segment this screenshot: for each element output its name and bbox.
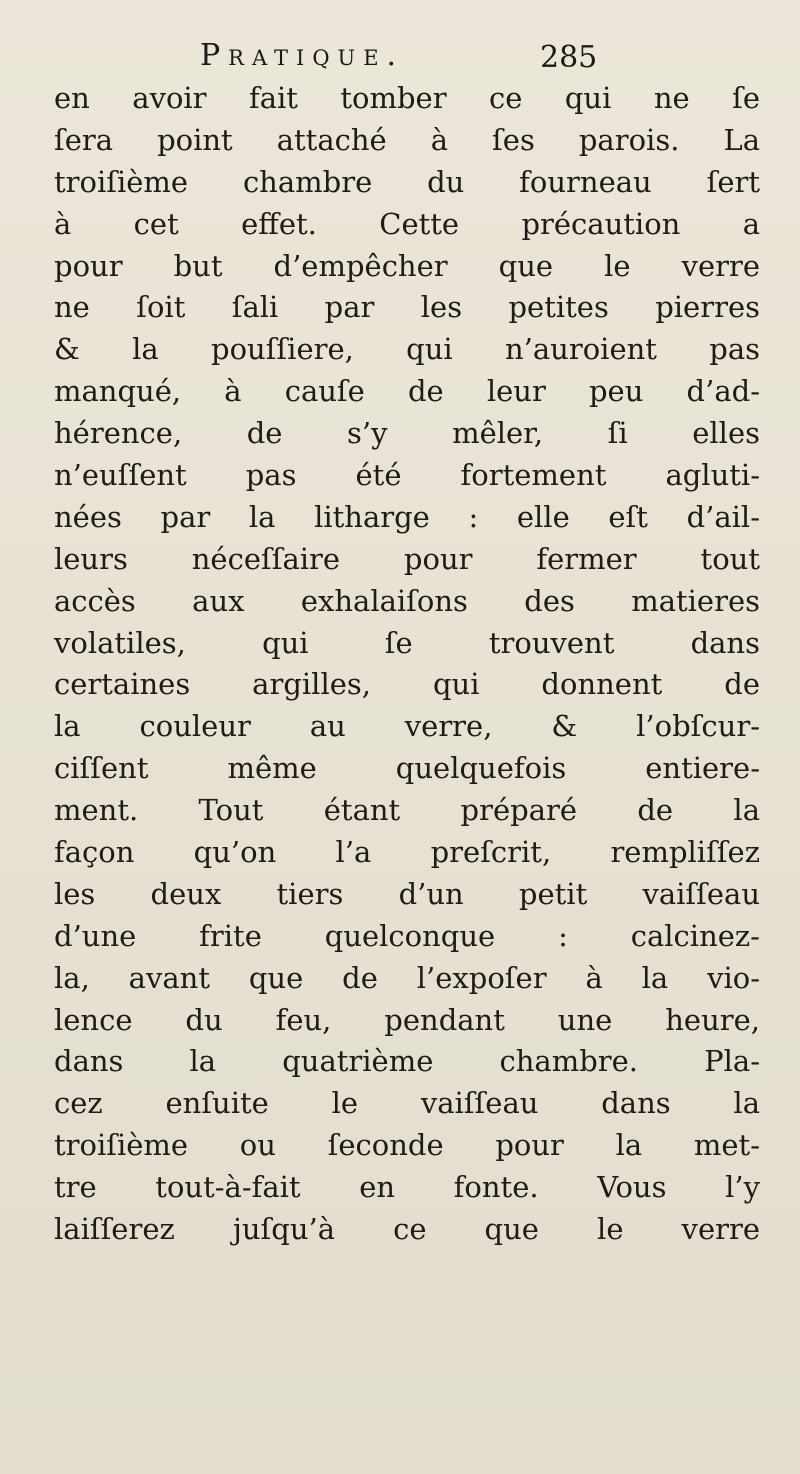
text-line: n’euſſent pas été fortement agluti- bbox=[54, 458, 760, 493]
text-line: lence du feu, pendant une heure, bbox=[54, 1002, 760, 1037]
page-number: 285 bbox=[540, 40, 598, 75]
body-text bbox=[54, 78, 760, 1251]
text-line: d’une frite quelconque : calcinez- bbox=[54, 918, 760, 953]
text-line: façon qu’on l’a preſcrit, rempliſſez bbox=[54, 835, 760, 870]
text-line: accès aux exhalaiſons des matieres bbox=[54, 583, 760, 618]
text-line: nées par la litharge : elle eſt d’ail- bbox=[54, 499, 760, 534]
text-line: la couleur au verre, & l’obſcur- bbox=[54, 709, 760, 744]
text-line: cez enſuite le vaiſſeau dans la bbox=[54, 1086, 760, 1121]
text-line: certaines argilles, qui donnent de bbox=[54, 667, 760, 702]
text-line: volatiles, qui ſe trouvent dans bbox=[54, 625, 760, 660]
running-title: Pratique. bbox=[200, 38, 405, 73]
text-line: troiſième chambre du fourneau ſert bbox=[54, 164, 760, 199]
text-line: ſera point attaché à ſes parois. La bbox=[54, 122, 760, 157]
text-line: troiſième ou ſeconde pour la met- bbox=[54, 1128, 760, 1163]
text-line: hérence, de s’y mêler, ſi elles bbox=[54, 416, 760, 451]
text-line: ment. Tout étant préparé de la bbox=[54, 793, 760, 828]
text-line: & la pouſſiere, qui n’auroient pas bbox=[54, 332, 760, 367]
text-line: en avoir fait tomber ce qui ne ſe bbox=[54, 81, 760, 115]
text-line: leurs néceſſaire pour fermer tout bbox=[54, 541, 760, 576]
text-line: pour but d’empêcher que le verre bbox=[54, 248, 760, 283]
text-line: ne ſoit ſali par les petites pierres bbox=[54, 290, 760, 325]
text-line: dans la quatrième chambre. Pla- bbox=[54, 1044, 760, 1079]
text-line: à cet effet. Cette précaution a bbox=[54, 206, 760, 241]
text-line: manqué, à cauſe de leur peu d’ad- bbox=[54, 374, 760, 409]
text-line: ciſſent même quelquefois entiere- bbox=[54, 751, 760, 786]
text-line: tre tout-à-fait en fonte. Vous l’y bbox=[54, 1170, 760, 1205]
text-line: la, avant que de l’expoſer à la vio- bbox=[54, 960, 760, 995]
text-line: laiſſerez juſqu’à ce que le verre bbox=[54, 1212, 760, 1247]
text-line: les deux tiers d’un petit vaiſſeau bbox=[54, 876, 760, 911]
